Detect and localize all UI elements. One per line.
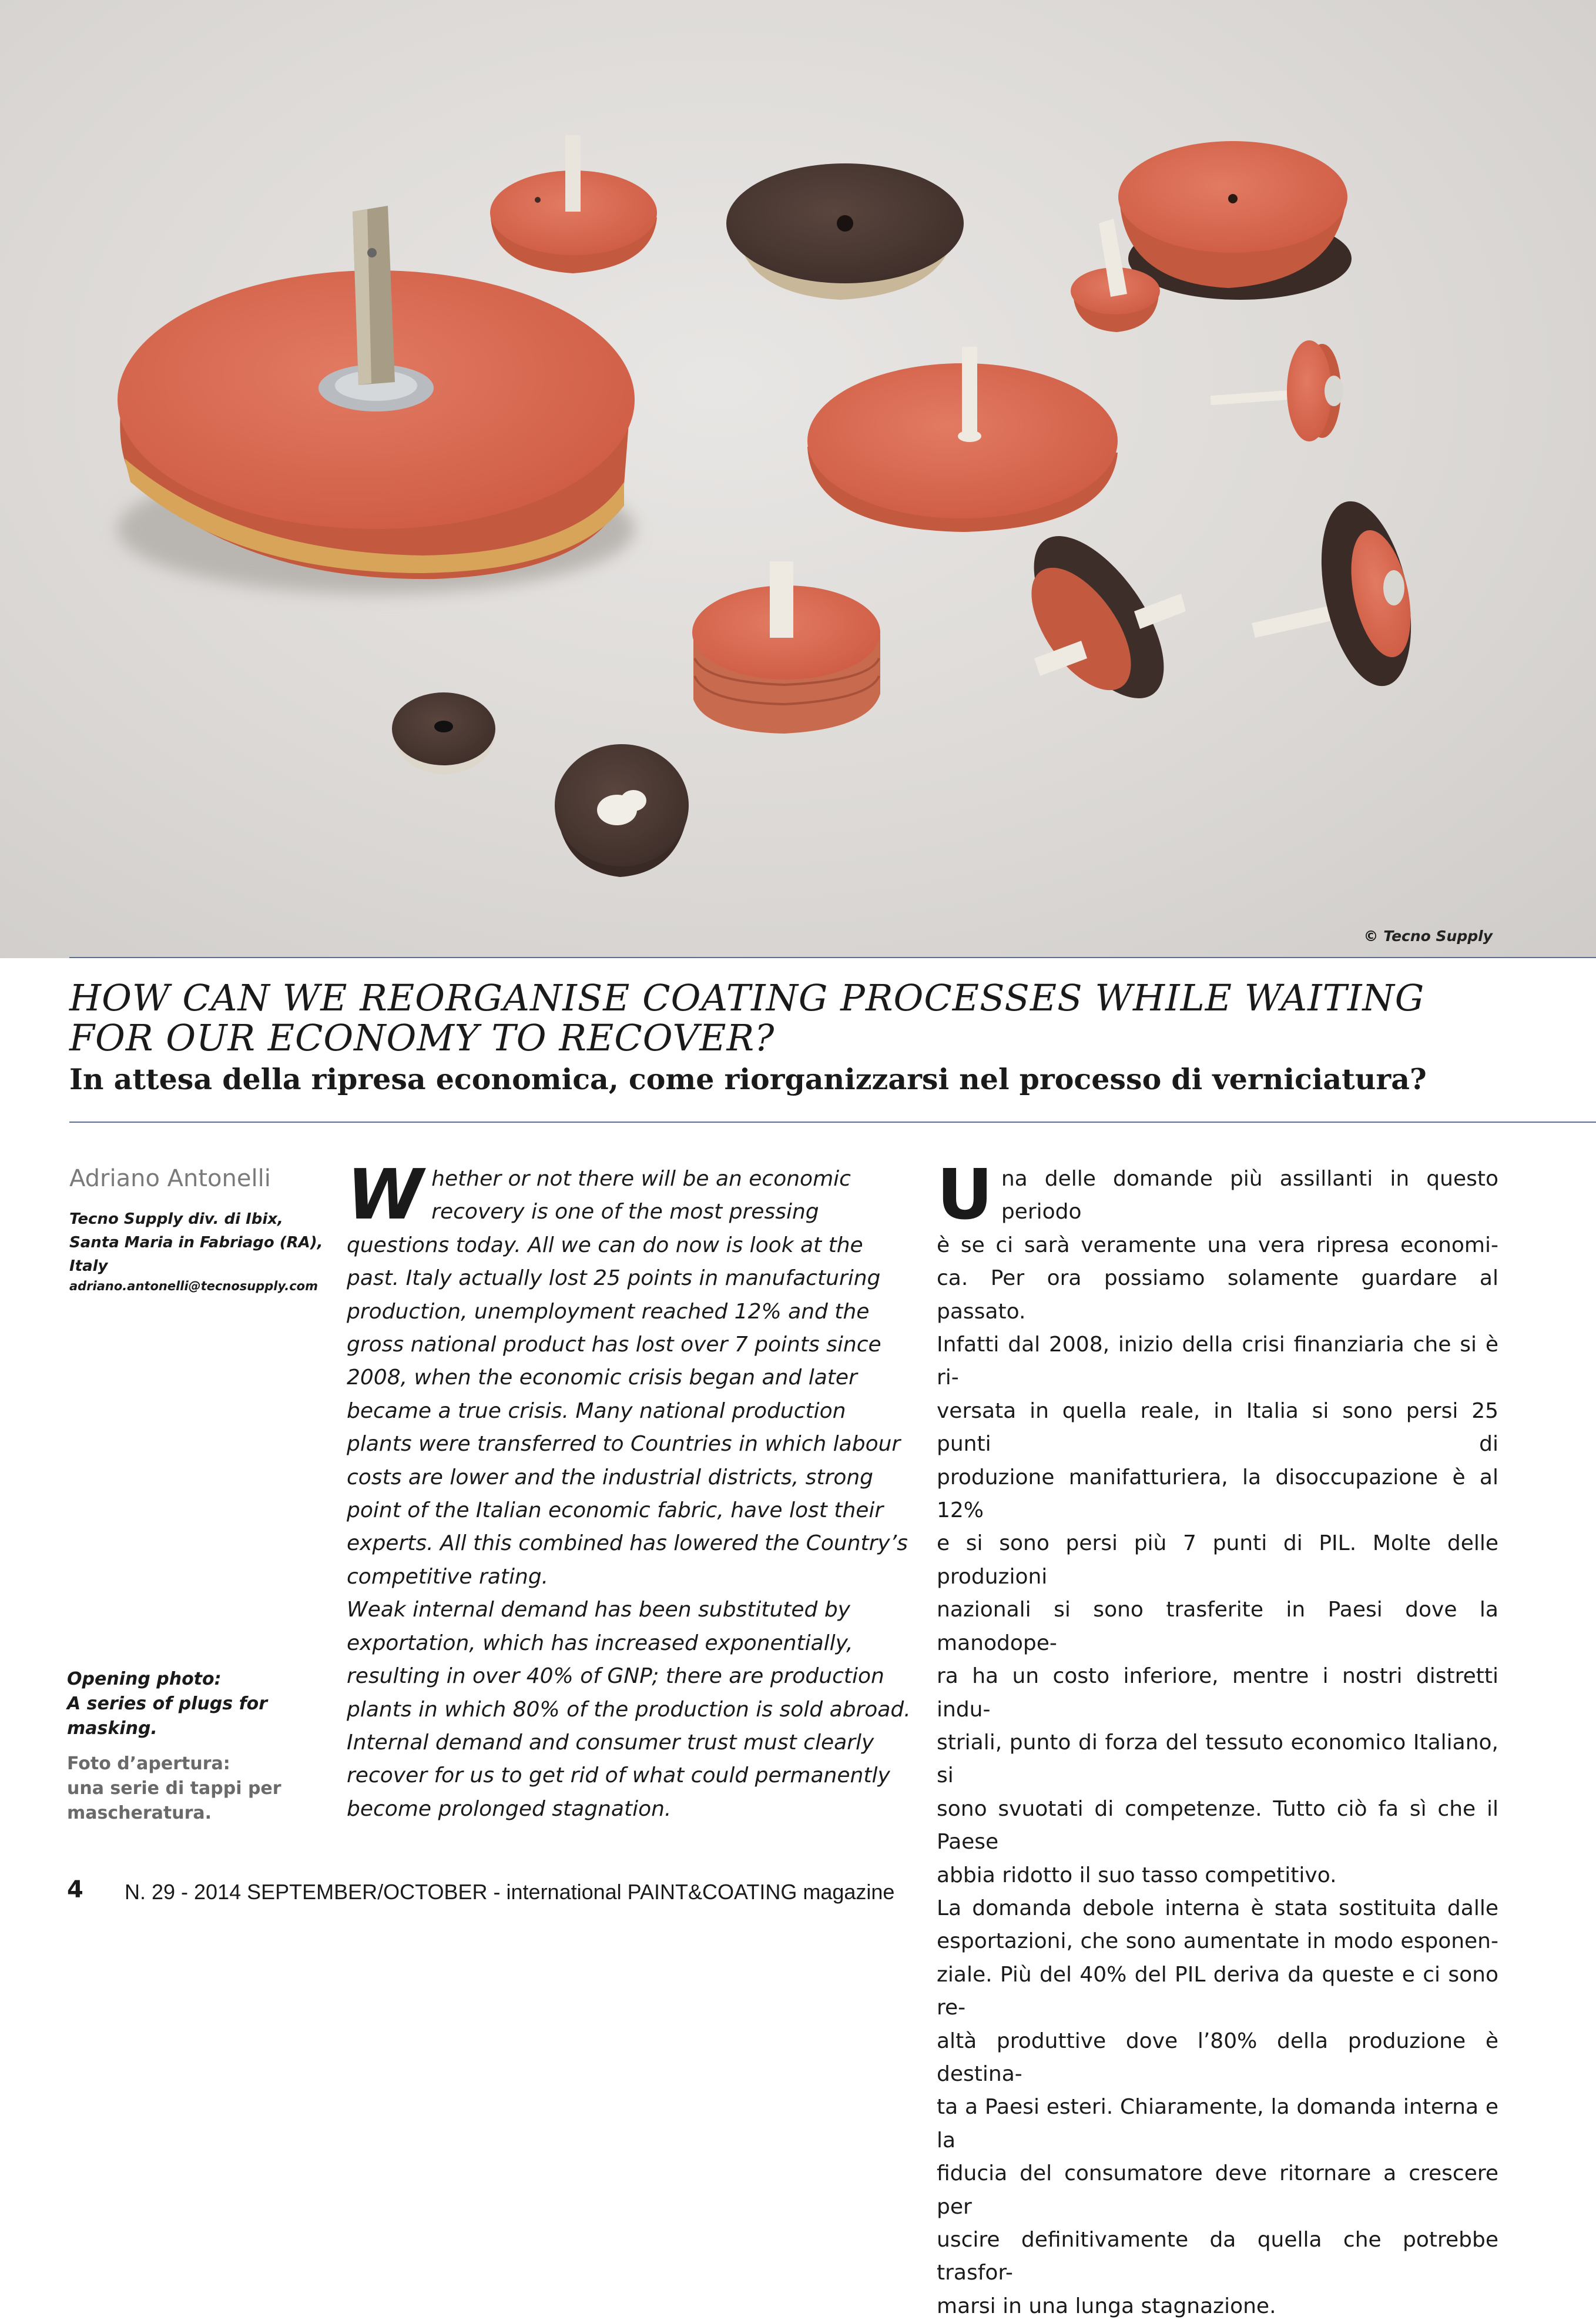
top-divider bbox=[69, 957, 1596, 958]
body-line: recovery is one of the most pressing bbox=[431, 1200, 819, 1224]
body-lines bbox=[937, 1154, 1498, 2323]
center-orange-plug bbox=[807, 347, 1118, 532]
body-line: striali, punto di forza del tessuto economico Italiano, si bbox=[937, 1730, 1498, 1788]
tilted-plug-center-right bbox=[1009, 515, 1189, 719]
body-line: e si sono persi più 7 punti di PIL. Molte delle produzioni bbox=[937, 1531, 1498, 1589]
body-line: resulting in over 40% of GNP; there are production bbox=[347, 1664, 884, 1689]
body-line: point of the Italian economic fabric, have lost their bbox=[347, 1498, 884, 1523]
body-line: plants were transferred to Countries in which labour bbox=[347, 1432, 901, 1457]
body-line: plants in which 80% of the production is sold abroad. bbox=[347, 1697, 911, 1722]
author-name: Adriano Antonelli bbox=[69, 1165, 271, 1192]
body-line: ca. Per ora possiamo solamente guardare al passato. bbox=[937, 1266, 1498, 1324]
body-line: recover for us to get rid of what could permanently bbox=[347, 1763, 890, 1788]
small-orange-plug-1 bbox=[490, 135, 657, 273]
masking-plugs-illustration bbox=[0, 0, 1596, 958]
affiliation-line: Tecno Supply div. di Ibix, bbox=[69, 1210, 283, 1228]
body-line: ta a Paesi esteri. Chiaramente, la domanda interna e la bbox=[937, 2095, 1498, 2153]
body-line: Infatti dal 2008, inizio della crisi finanziaria che si è ri- bbox=[937, 1333, 1498, 1390]
body-line: 2008, when the economic crisis began and later bbox=[347, 1365, 857, 1390]
photo-caption-italian bbox=[67, 1752, 320, 1826]
body-line: experts. All this combined has lowered the Country’s bbox=[347, 1531, 908, 1556]
article-title-english bbox=[69, 978, 1550, 1058]
article-title-italian: In attesa della ripresa economica, come riorganizzarsi nel processo di verniciatura? bbox=[69, 1062, 1427, 1096]
caption-line: masking. bbox=[67, 1718, 157, 1739]
drop-cap: W bbox=[347, 1154, 424, 1235]
page-number: 4 bbox=[67, 1876, 83, 1903]
stacked-orange-plug bbox=[692, 561, 880, 734]
body-line: competitive rating. bbox=[347, 1564, 549, 1589]
body-line: abbia ridotto il suo tasso competitivo. bbox=[937, 1863, 1337, 1887]
title-line-2: FOR OUR ECONOMY TO RECOVER? bbox=[69, 1016, 775, 1059]
body-line: è se ci sarà veramente una vera ripresa economi- bbox=[937, 1233, 1498, 1257]
photo-caption-english bbox=[67, 1667, 320, 1741]
body-line: fiducia del consumatore deve ritornare a crescere per bbox=[937, 2161, 1498, 2219]
body-column-english bbox=[347, 1154, 911, 1826]
body-line: Internal demand and consumer trust must clearly bbox=[347, 1730, 874, 1755]
affiliation-line: Santa Maria in Fabriago (RA), bbox=[69, 1234, 323, 1251]
body-line: versata in quella reale, in Italia si sono persi 25 punti di bbox=[937, 1398, 1498, 1457]
body-line: ra ha un costo inferiore, mentre i nostri distretti indu- bbox=[937, 1664, 1498, 1722]
body-line: La domanda debole interna è stata sostituita dalle bbox=[937, 1896, 1498, 1920]
body-line: Weak internal demand has been substituted by bbox=[347, 1598, 850, 1622]
orange-plug-on-brown-disc bbox=[1118, 141, 1352, 300]
small-brown-plug bbox=[392, 692, 495, 775]
side-plug-right-2 bbox=[1252, 493, 1426, 694]
body-line: questions today. All we can do now is look at the bbox=[347, 1233, 863, 1257]
body-line: hether or not there will be an economic bbox=[431, 1167, 851, 1191]
footer-issue-info: N. 29 - 2014 SEPTEMBER/OCTOBER - international PAINT&COATING magazine bbox=[125, 1880, 895, 1904]
body-line: marsi in una lunga stagnazione. bbox=[937, 2294, 1276, 2318]
brown-plug-white-knob bbox=[555, 744, 689, 877]
body-line: production, unemployment reached 12% and the bbox=[347, 1299, 870, 1324]
brown-disc-wood-base bbox=[726, 163, 964, 300]
body-line: gross national product has lost over 7 points since bbox=[347, 1333, 881, 1357]
body-line: produzione manifatturiera, la disoccupazione è al 12% bbox=[937, 1465, 1498, 1523]
photo-credit: © Tecno Supply bbox=[1363, 928, 1493, 945]
body-line: altà produttive dove l’80% della produzione è destina- bbox=[937, 2029, 1498, 2086]
opening-photo bbox=[0, 0, 1596, 958]
body-line: uscire definitivamente da quella che potrebbe trasfor- bbox=[937, 2228, 1498, 2285]
body-line: sono svuotati di competenze. Tutto ciò fa sì che il Paese bbox=[937, 1796, 1498, 1855]
body-line: exportation, which has increased exponentially, bbox=[347, 1631, 853, 1655]
caption-line: Foto d’apertura: bbox=[67, 1753, 230, 1774]
caption-line: A series of plugs for bbox=[67, 1693, 268, 1714]
affiliation-line: Italy bbox=[69, 1257, 108, 1275]
caption-line: una serie di tappi per bbox=[67, 1778, 281, 1799]
caption-line: mascheratura. bbox=[67, 1803, 212, 1823]
headline-divider bbox=[69, 1122, 1596, 1123]
body-lines bbox=[347, 1154, 911, 1826]
title-line-1: HOW CAN WE REORGANISE COATING PROCESSES WHILE WAITING bbox=[69, 976, 1425, 1019]
body-line: past. Italy actually lost 25 points in manufacturing bbox=[347, 1266, 881, 1291]
side-plug-right-1 bbox=[1211, 340, 1343, 441]
body-line: na delle domande più assillanti in questo periodo bbox=[1001, 1167, 1498, 1224]
author-affiliation bbox=[69, 1207, 328, 1278]
body-line: costs are lower and the industrial districts, strong bbox=[347, 1465, 874, 1489]
body-line: ziale. Più del 40% del PIL deriva da queste e ci sono re- bbox=[937, 1962, 1498, 2020]
body-line: nazionali si sono trasferite in Paesi dove la manodope- bbox=[937, 1598, 1498, 1655]
drop-cap: U bbox=[937, 1154, 993, 1235]
body-column-italian bbox=[937, 1154, 1498, 2323]
body-line: became a true crisis. Many national production bbox=[347, 1398, 846, 1423]
author-email: adriano.antonelli@tecnosupply.com bbox=[69, 1279, 318, 1293]
body-line: become prolonged stagnation. bbox=[347, 1796, 672, 1821]
caption-line: Opening photo: bbox=[67, 1669, 222, 1689]
body-line: esportazioni, che sono aumentate in modo esponen- bbox=[937, 1929, 1498, 1954]
